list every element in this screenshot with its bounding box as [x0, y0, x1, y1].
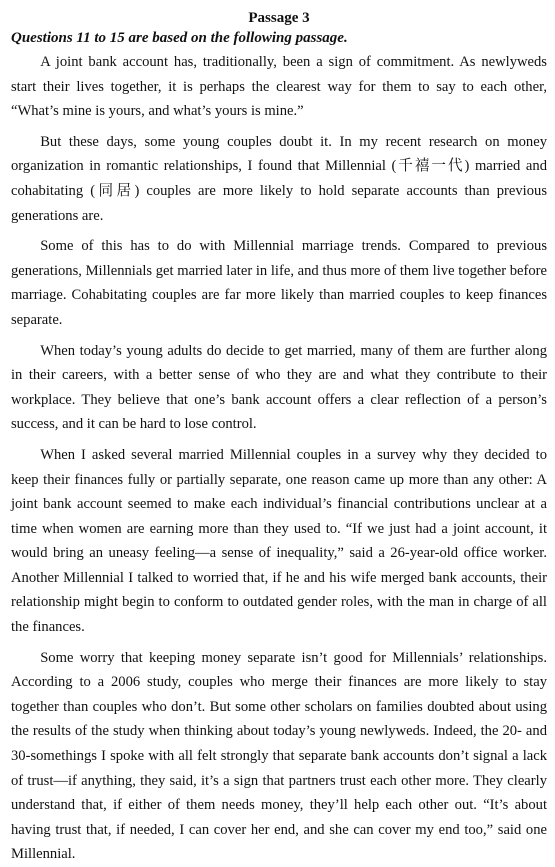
paragraph-5: When I asked several married Millennial couples in a survey why they decided to keep their finances fully or partially separate, one reason came up more than any other: A joint bank account seemed to make each individual’s financial contributions unclear at a time when women are earning more than they used to. “If we just had a joint account, it would bring an uneasy feeling—a sense of inequality,” said a 26-year-old office worker. Another Millennial I talked to worried that, if he and his wife merged bank accounts, their relationship might begin to conform to outdated gender roles, with the man in charge of all the finances. — [11, 446, 547, 636]
paragraph-1: A joint bank account has, traditionally, been a sign of commitment. As newlyweds start their lives together, it is perhaps the clearest way for them to say to each other, “What’s mine is yours, and what’s yours is mine.” — [11, 54, 547, 120]
question-instructions: Questions 11 to 15 are based on the following passage. — [11, 30, 348, 46]
paragraph-2: But these days, some young couples doubt it. In my recent research on money organization in romantic relationships, I found that Millennial (千禧一代) married and cohabitating (同居) couples are more likely to hold separate accounts than previous generations are. — [11, 133, 547, 224]
paragraph-6: Some worry that keeping money separate isn’t good for Millennials’ relationships. According to a 2006 study, couples who merge their finances are more likely to stay together than couples who don’t. But some other scholars on families doubted about using the results of the study when thinking about today’s young newlyweds. Indeed, the 20- and 30-somethings I spoke with all felt strongly that separate bank accounts don’t signal a lack of trust—if anything, they said, it’s a sign that partners trust each other more. They clearly understand that, if either of them needs money, they’ll help each other out. “It’s about having trust that, if needed, I can cover her end, and she can cover my end too,” said one Millennial. — [11, 649, 547, 863]
paragraph-3: Some of this has to do with Millennial marriage trends. Compared to previous generations, Millennials get married later in life, and thus more of them live together before marriage. Cohabitating couples are far more likely than married couples to keep finances separate. — [11, 238, 547, 328]
passage-title: Passage 3 — [248, 10, 310, 26]
paragraph-4: When today’s young adults do decide to get married, many of them are further along in their careers, with a better sense of who they are and what they contribute to their workplace. They believe that one’s bank account offers a clear reflection of a person’s success, and it can be hard to lose control. — [11, 342, 547, 433]
